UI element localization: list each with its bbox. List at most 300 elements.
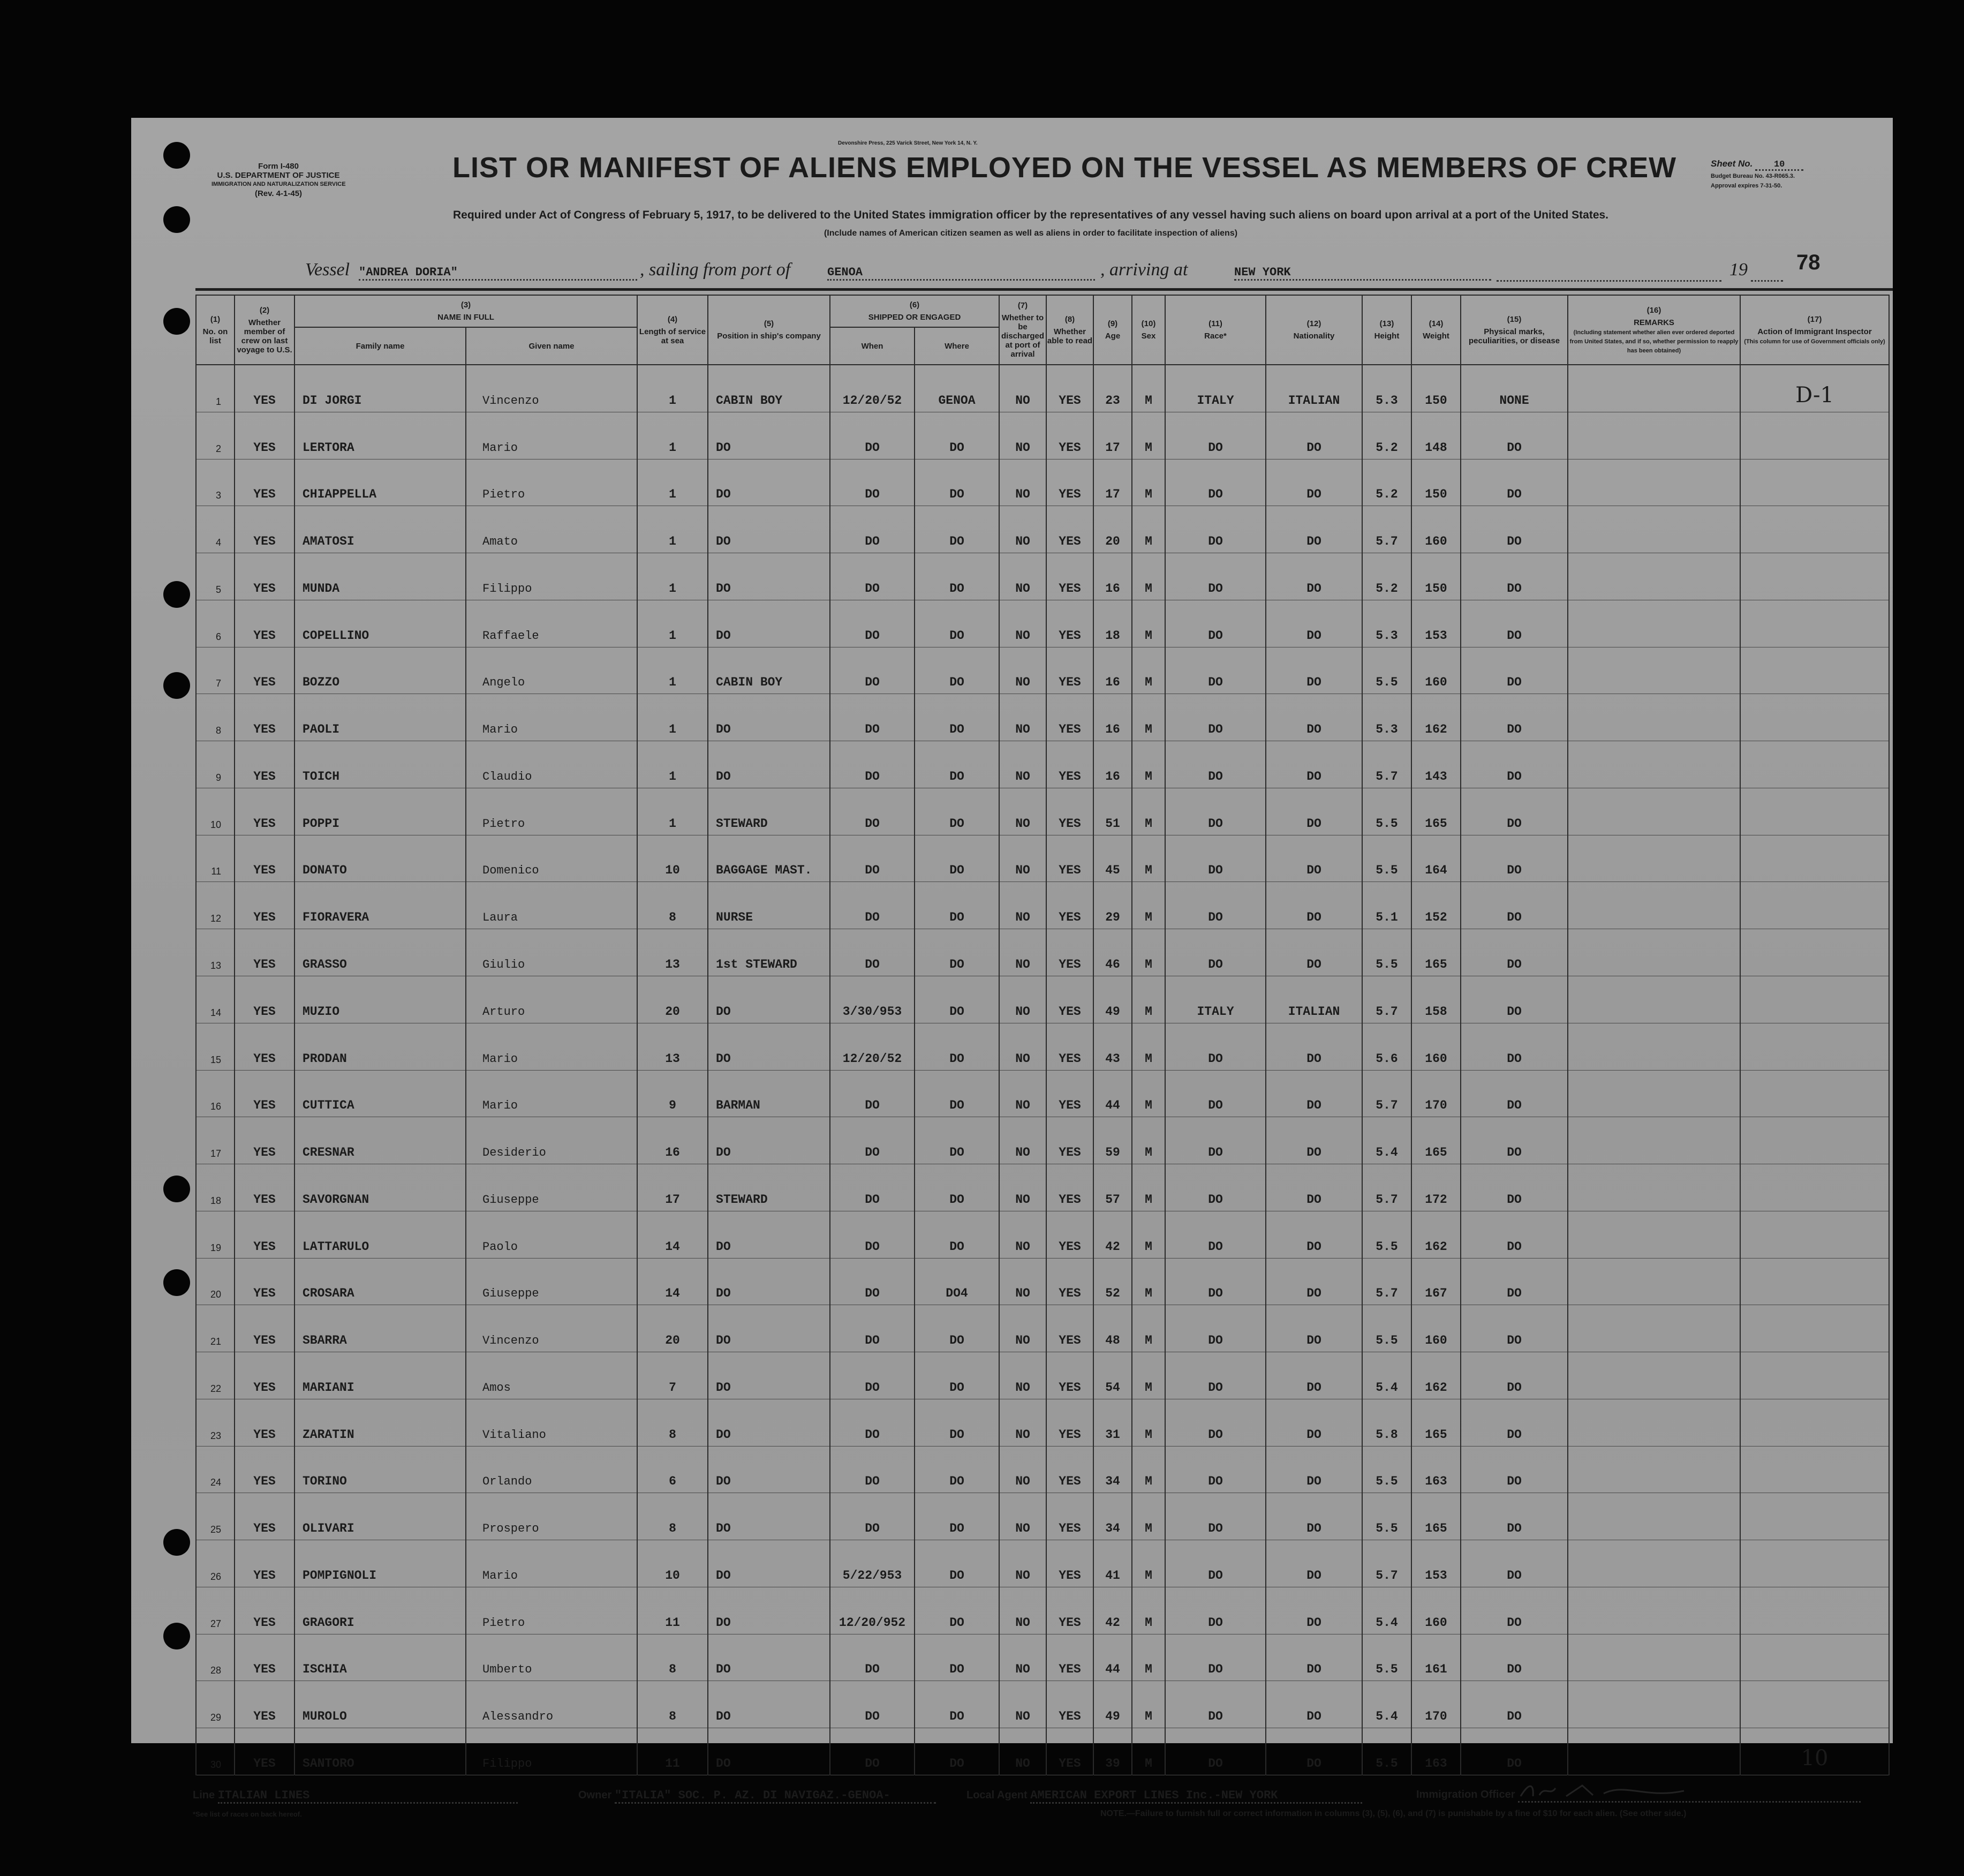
height-cell: 5.5 [1362,1211,1411,1258]
race-cell: DO [1165,506,1266,553]
col-shipped-header: (6) SHIPPED OR ENGAGED [830,295,999,327]
given-name-cell: Mario [466,694,637,741]
family-name-cell: MUROLO [294,1681,466,1728]
age-cell: 46 [1093,929,1132,976]
height-cell: 5.5 [1362,1446,1411,1493]
physical-marks-cell: DO [1461,1728,1568,1775]
race-cell: DO [1165,600,1266,647]
table-row [196,1352,1889,1399]
position-cell: DO [708,506,830,553]
race-cell: DO [1165,1587,1266,1634]
remarks-cell [1568,1540,1740,1587]
inspector-action-cell [1740,1681,1889,1728]
able-to-read-cell: YES [1046,1587,1093,1634]
remarks-cell [1568,976,1740,1023]
row-number-cell: 7 [196,647,235,694]
weight-cell: 164 [1411,835,1461,882]
height-cell: 5.7 [1362,1540,1411,1587]
previous-voyage-cell: YES [235,365,294,412]
physical-marks-cell: DO [1461,882,1568,929]
inspector-action-cell [1740,1446,1889,1493]
able-to-read-cell: YES [1046,835,1093,882]
nationality-cell: DO [1266,1399,1362,1446]
family-name-cell: TORINO [294,1446,466,1493]
include-note: (Include names of American citizen seamen as well as aliens in order to facilitate inspection of aliens) [824,229,1238,238]
inspector-action-cell [1740,647,1889,694]
manifest-rows [196,365,1889,1775]
nationality-cell: DO [1266,1211,1362,1258]
able-to-read-cell: YES [1046,1117,1093,1164]
previous-voyage-cell: YES [235,835,294,882]
shipped-when-cell: DO [830,600,915,647]
shipped-when-cell: DO [830,882,915,929]
owner-field [578,1789,936,1804]
family-name-cell: LATTARULO [294,1211,466,1258]
officer-signature [1518,1789,1861,1803]
discharge-cell: NO [999,1728,1046,1775]
weight-cell: 165 [1411,929,1461,976]
service-length-cell: 9 [637,1070,708,1117]
shipped-where-cell: DO [915,600,999,647]
service-name: IMMIGRATION AND NATURALIZATION SERVICE [211,181,346,187]
line-field [193,1789,518,1804]
physical-marks-cell: DO [1461,1587,1568,1634]
row-number-cell: 14 [196,976,235,1023]
inspector-action-cell [1740,1211,1889,1258]
col-given-name-header: Given name [466,327,637,365]
previous-voyage-cell: YES [235,647,294,694]
physical-marks-cell: DO [1461,694,1568,741]
shipped-where-cell: DO [915,1164,999,1211]
height-cell: 5.5 [1362,1634,1411,1681]
physical-marks-cell: DO [1461,1305,1568,1352]
table-row [196,1634,1889,1681]
table-row [196,1258,1889,1305]
position-cell: DO [708,412,830,459]
age-cell: 34 [1093,1493,1132,1540]
previous-voyage-cell: YES [235,929,294,976]
able-to-read-cell: YES [1046,1352,1093,1399]
service-length-cell: 1 [637,365,708,412]
able-to-read-cell: YES [1046,694,1093,741]
previous-voyage-cell: YES [235,1352,294,1399]
service-length-cell: 1 [637,647,708,694]
race-cell: DO [1165,1493,1266,1540]
given-name-cell: Desiderio [466,1117,637,1164]
service-length-cell: 14 [637,1211,708,1258]
sex-cell: M [1132,1352,1165,1399]
race-cell: DO [1165,647,1266,694]
inspector-action-cell [1740,1164,1889,1211]
height-cell: 5.3 [1362,365,1411,412]
col-race-header: (11) Race* [1165,295,1266,365]
physical-marks-cell: DO [1461,1634,1568,1681]
table-row [196,1493,1889,1540]
height-cell: 5.7 [1362,506,1411,553]
table-row [196,835,1889,882]
race-cell: DO [1165,1117,1266,1164]
shipped-when-cell: 12/20/52 [830,365,915,412]
sex-cell: M [1132,553,1165,600]
inspector-action-cell [1740,600,1889,647]
sex-cell: M [1132,1023,1165,1070]
shipped-when-cell: DO [830,929,915,976]
remarks-cell [1568,365,1740,412]
previous-voyage-cell: YES [235,1117,294,1164]
sex-cell: M [1132,647,1165,694]
height-cell: 5.4 [1362,1587,1411,1634]
printer-credit: Devonshire Press, 225 Varick Street, New York 14, N. Y. [838,140,978,146]
height-cell: 5.4 [1362,1117,1411,1164]
row-number-cell: 11 [196,835,235,882]
service-length-cell: 11 [637,1728,708,1775]
sex-cell: M [1132,1540,1165,1587]
arrival-port: NEW YORK [1234,266,1491,281]
previous-voyage-cell: YES [235,1070,294,1117]
previous-voyage-cell: YES [235,741,294,788]
family-name-cell: SANTORO [294,1728,466,1775]
height-cell: 5.8 [1362,1399,1411,1446]
race-cell: DO [1165,1305,1266,1352]
col-sex-header: (10) Sex [1132,295,1165,365]
weight-cell: 160 [1411,1305,1461,1352]
discharge-cell: NO [999,929,1046,976]
table-row [196,1023,1889,1070]
previous-voyage-cell: YES [235,553,294,600]
position-cell: BAGGAGE MAST. [708,835,830,882]
nationality-cell: DO [1266,835,1362,882]
age-cell: 43 [1093,1023,1132,1070]
inspector-action-cell [1740,1258,1889,1305]
row-number-cell: 3 [196,459,235,506]
shipped-where-cell: DO [915,1446,999,1493]
weight-cell: 150 [1411,553,1461,600]
remarks-cell [1568,1023,1740,1070]
row-number-cell: 19 [196,1211,235,1258]
inspector-action-cell [1740,741,1889,788]
race-cell: DO [1165,1728,1266,1775]
race-list-note: *See list of races on back hereof. [193,1810,302,1818]
position-cell: DO [708,459,830,506]
row-number-cell: 6 [196,600,235,647]
col-name-header: (3) NAME IN FULL [294,295,637,327]
able-to-read-cell: YES [1046,929,1093,976]
nationality-cell: DO [1266,1352,1362,1399]
sheet-number-block [1711,160,1803,190]
given-name-cell: Paolo [466,1211,637,1258]
service-length-cell: 6 [637,1446,708,1493]
given-name-cell: Vincenzo [466,1305,637,1352]
shipped-when-cell: DO [830,741,915,788]
discharge-cell: NO [999,976,1046,1023]
family-name-cell: GRASSO [294,929,466,976]
age-cell: 42 [1093,1211,1132,1258]
col-service-header: (4) Length of service at sea [637,295,708,365]
weight-cell: 148 [1411,412,1461,459]
service-length-cell: 8 [637,1681,708,1728]
previous-voyage-cell: YES [235,600,294,647]
row-number-cell: 25 [196,1493,235,1540]
able-to-read-cell: YES [1046,1164,1093,1211]
discharge-cell: NO [999,600,1046,647]
height-cell: 5.5 [1362,1493,1411,1540]
shipped-when-cell: DO [830,1117,915,1164]
sex-cell: M [1132,459,1165,506]
given-name-cell: Umberto [466,1634,637,1681]
sex-cell: M [1132,365,1165,412]
shipped-when-cell: DO [830,1399,915,1446]
weight-cell: 172 [1411,1164,1461,1211]
given-name-cell: Amos [466,1352,637,1399]
race-cell: DO [1165,1634,1266,1681]
age-cell: 16 [1093,694,1132,741]
age-cell: 16 [1093,741,1132,788]
table-row [196,1681,1889,1728]
year-label: 19 [1729,260,1748,280]
family-name-cell: OLIVARI [294,1493,466,1540]
age-cell: 49 [1093,976,1132,1023]
form-identifier [211,162,345,198]
row-number-cell: 12 [196,882,235,929]
position-cell: BARMAN [708,1070,830,1117]
given-name-cell: Filippo [466,1728,637,1775]
race-cell: DO [1165,1446,1266,1493]
shipped-where-cell: DO [915,741,999,788]
shipped-where-cell: GENOA [915,365,999,412]
previous-voyage-cell: YES [235,1493,294,1540]
service-length-cell: 14 [637,1258,708,1305]
nationality-cell: DO [1266,1258,1362,1305]
port-field [827,260,1095,281]
discharge-cell: NO [999,1446,1046,1493]
inspector-action-cell [1740,459,1889,506]
col-remarks-header: (16) REMARKS (Including statement whether alien ever ordered deported from United States, and if so, whether permission to reapply has been obtained) [1568,295,1740,365]
weight-cell: 143 [1411,741,1461,788]
sex-cell: M [1132,1305,1165,1352]
discharge-cell: NO [999,835,1046,882]
previous-voyage-cell: YES [235,694,294,741]
position-cell: DO [708,1023,830,1070]
remarks-cell [1568,506,1740,553]
shipped-where-cell: DO [915,788,999,835]
col-discharge-header: (7) Whether to be discharged at port of arrival [999,295,1046,365]
race-cell: ITALY [1165,365,1266,412]
position-cell: CABIN BOY [708,365,830,412]
nationality-cell: DO [1266,553,1362,600]
shipped-where-cell: DO4 [915,1258,999,1305]
table-row [196,412,1889,459]
row-number-cell: 27 [196,1587,235,1634]
height-cell: 5.5 [1362,788,1411,835]
shipped-where-cell: DO [915,1023,999,1070]
able-to-read-cell: YES [1046,1399,1093,1446]
given-name-cell: Alessandro [466,1681,637,1728]
position-cell: STEWARD [708,1164,830,1211]
able-to-read-cell: YES [1046,1540,1093,1587]
table-row [196,1587,1889,1634]
given-name-cell: Pietro [466,788,637,835]
shipped-where-cell: DO [915,1634,999,1681]
budget-bureau: Budget Bureau No. 43-R065.3. [1711,173,1795,179]
sex-cell: M [1132,1117,1165,1164]
weight-cell: 161 [1411,1634,1461,1681]
race-cell: DO [1165,459,1266,506]
table-row [196,1117,1889,1164]
punch-hole [163,1623,190,1649]
nationality-cell: DO [1266,929,1362,976]
race-cell: DO [1165,694,1266,741]
weight-cell: 160 [1411,647,1461,694]
height-cell: 5.2 [1362,412,1411,459]
height-cell: 5.1 [1362,882,1411,929]
service-length-cell: 1 [637,506,708,553]
form-number: Form I-480 [258,162,299,171]
age-cell: 16 [1093,553,1132,600]
age-cell: 59 [1093,1117,1132,1164]
able-to-read-cell: YES [1046,1681,1093,1728]
discharge-cell: NO [999,1305,1046,1352]
shipped-when-cell: 12/20/52 [830,1023,915,1070]
given-name-cell: Orlando [466,1446,637,1493]
height-cell: 5.7 [1362,1070,1411,1117]
previous-voyage-cell: YES [235,412,294,459]
row-number-cell: 13 [196,929,235,976]
discharge-cell: NO [999,506,1046,553]
nationality-cell: DO [1266,1681,1362,1728]
shipped-when-cell: DO [830,1352,915,1399]
remarks-cell [1568,1211,1740,1258]
service-length-cell: 1 [637,788,708,835]
inspector-action-cell [1740,1070,1889,1117]
table-row [196,1728,1889,1775]
physical-marks-cell: NONE [1461,365,1568,412]
row-number-cell: 22 [196,1352,235,1399]
shipped-when-cell: DO [830,1446,915,1493]
inspector-action-cell [1740,1587,1889,1634]
row-number-cell: 9 [196,741,235,788]
able-to-read-cell: YES [1046,600,1093,647]
inspector-action-cell [1740,412,1889,459]
discharge-cell: NO [999,741,1046,788]
shipped-when-cell: DO [830,553,915,600]
family-name-cell: BOZZO [294,647,466,694]
shipped-where-cell: DO [915,1728,999,1775]
row-number-cell: 10 [196,788,235,835]
discharge-cell: NO [999,1211,1046,1258]
remarks-cell [1568,835,1740,882]
physical-marks-cell: DO [1461,1540,1568,1587]
shipped-when-cell: DO [830,1728,915,1775]
physical-marks-cell: DO [1461,1070,1568,1117]
vessel-name: "ANDREA DORIA" [359,266,637,281]
race-cell: ITALY [1165,976,1266,1023]
sex-cell: M [1132,1211,1165,1258]
service-length-cell: 7 [637,1352,708,1399]
age-cell: 44 [1093,1070,1132,1117]
table-row [196,506,1889,553]
table-row [196,882,1889,929]
position-cell: DO [708,1446,830,1493]
inspector-action-cell: D-1 [1740,365,1889,412]
shipped-when-cell: DO [830,1070,915,1117]
given-name-cell: Arturo [466,976,637,1023]
position-cell: DO [708,1352,830,1399]
table-row [196,976,1889,1023]
family-name-cell: POMPIGNOLI [294,1540,466,1587]
family-name-cell: DI JORGI [294,365,466,412]
height-cell: 5.5 [1362,1305,1411,1352]
punch-hole [163,581,190,608]
weight-cell: 162 [1411,694,1461,741]
shipped-where-cell: DO [915,1587,999,1634]
table-row [196,647,1889,694]
able-to-read-cell: YES [1046,1258,1093,1305]
previous-voyage-cell: YES [235,1211,294,1258]
physical-marks-cell: DO [1461,835,1568,882]
age-cell: 42 [1093,1587,1132,1634]
table-row [196,1305,1889,1352]
age-cell: 18 [1093,600,1132,647]
table-row [196,788,1889,835]
shipped-where-cell: DO [915,1305,999,1352]
sex-cell: M [1132,1446,1165,1493]
previous-voyage-cell: YES [235,976,294,1023]
previous-voyage-cell: YES [235,1023,294,1070]
shipped-where-cell: DO [915,1493,999,1540]
position-cell: DO [708,741,830,788]
height-cell: 5.3 [1362,600,1411,647]
inspector-action-cell [1740,1634,1889,1681]
shipped-where-cell: DO [915,882,999,929]
race-cell: DO [1165,412,1266,459]
age-cell: 44 [1093,1634,1132,1681]
physical-marks-cell: DO [1461,976,1568,1023]
sex-cell: M [1132,882,1165,929]
position-cell: DO [708,1117,830,1164]
race-cell: DO [1165,553,1266,600]
weight-cell: 163 [1411,1446,1461,1493]
table-row [196,553,1889,600]
shipped-when-cell: DO [830,1305,915,1352]
service-length-cell: 1 [637,412,708,459]
line-value: ITALIAN LINES [218,1789,518,1804]
shipped-where-cell: DO [915,1117,999,1164]
shipped-when-cell: DO [830,1164,915,1211]
inspector-action-cell [1740,1493,1889,1540]
age-cell: 54 [1093,1352,1132,1399]
punch-hole [163,206,190,233]
weight-cell: 162 [1411,1211,1461,1258]
table-row [196,600,1889,647]
inspector-action-cell [1740,1399,1889,1446]
shipped-when-cell: 3/30/953 [830,976,915,1023]
given-name-cell: Giulio [466,929,637,976]
physical-marks-cell: DO [1461,741,1568,788]
weight-cell: 158 [1411,976,1461,1023]
shipped-when-cell: 12/20/952 [830,1587,915,1634]
remarks-cell [1568,1446,1740,1493]
height-cell: 5.5 [1362,647,1411,694]
shipped-where-cell: DO [915,647,999,694]
age-cell: 16 [1093,647,1132,694]
shipped-when-cell: 5/22/953 [830,1540,915,1587]
family-name-cell: FIORAVERA [294,882,466,929]
nationality-cell: DO [1266,647,1362,694]
given-name-cell: Giuseppe [466,1164,637,1211]
col-when-header: When [830,327,915,365]
nationality-cell: DO [1266,1164,1362,1211]
shipped-when-cell: DO [830,459,915,506]
